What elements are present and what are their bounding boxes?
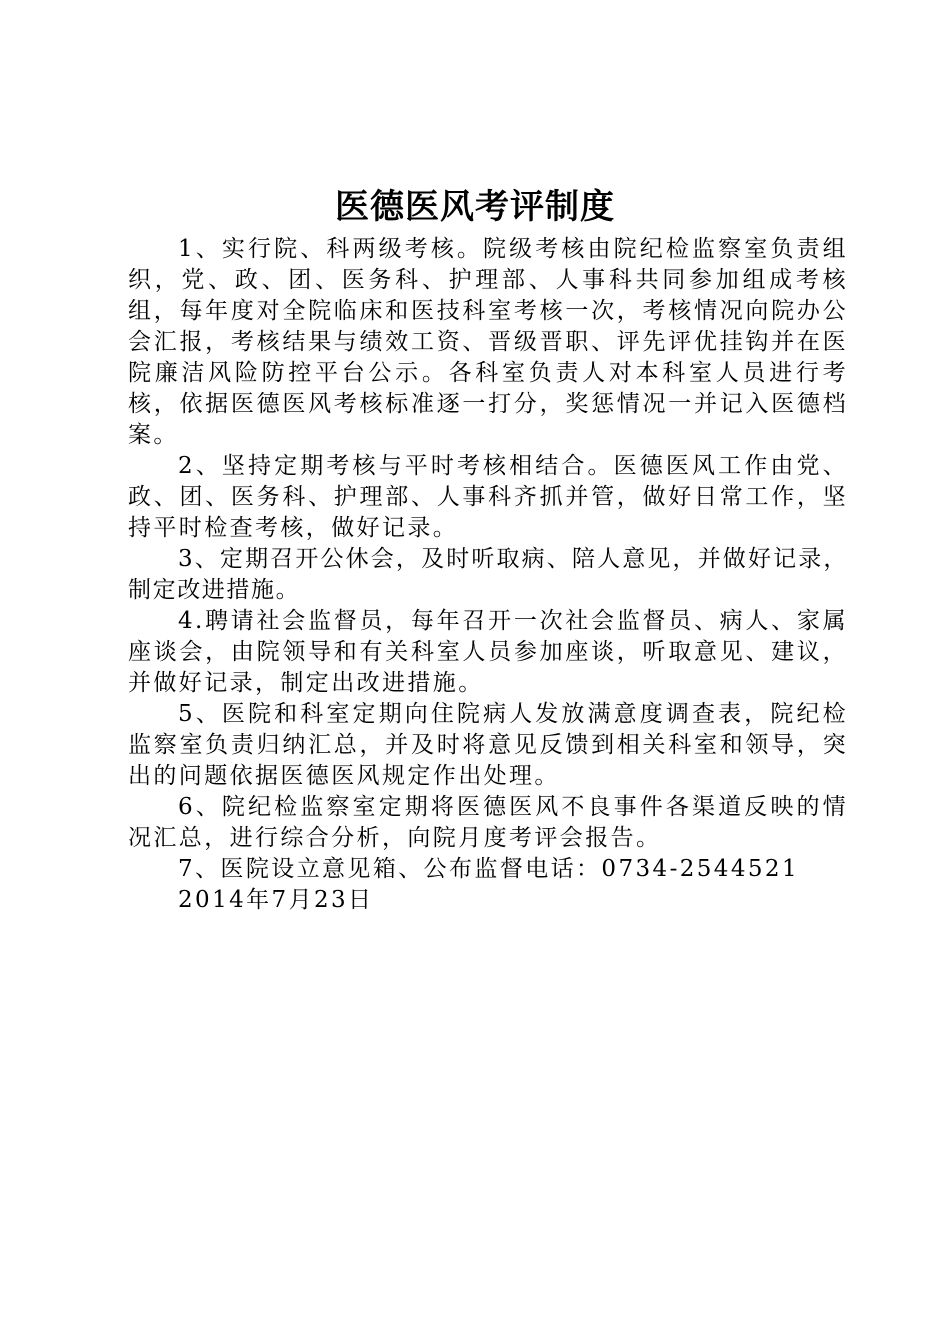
document-body (128, 234, 848, 916)
document-title: 医德医风考评制度 (335, 187, 615, 227)
paragraph-2: 2、坚持定期考核与平时考核相结合。医德医风工作由党、政、团、医务科、护理部、人事科齐抓并管，做好日常工作，坚持平时检查考核，做好记录。 (128, 453, 848, 541)
paragraph-4: 4.聘请社会监督员，每年召开一次社会监督员、病人、家属座谈会，由院领导和有关科室人员参加座谈，听取意见、建议，并做好记录，制定出改进措施。 (128, 608, 848, 696)
paragraph-6: 6、院纪检监察室定期将医德医风不良事件各渠道反映的情况汇总，进行综合分析，向院月度考评会报告。 (128, 794, 848, 851)
paragraph-5: 5、医院和科室定期向住院病人发放满意度调查表，院纪检监察室负责归纳汇总，并及时将意见反馈到相关科室和领导，突出的问题依据医德医风规定作出处理。 (128, 701, 848, 789)
paragraph-1: 1、实行院、科两级考核。院级考核由院纪检监察室负责组织，党、政、团、医务科、护理部、人事科共同参加组成考核组，每年度对全院临床和医技科室考核一次，考核情况向院办公会汇报，考核结果与绩效工资、晋级晋职、评先评优挂钩并在医院廉洁风险防控平台公示。各科室负责人对本科室人员进行考核，依据医德医风考核标准逐一打分，奖惩情况一并记入医德档案。 (128, 236, 848, 448)
paragraph-7: 7、医院设立意见箱、公布监督电话：0734-2544521 (178, 856, 799, 882)
document-date: 2014年7月23日 (178, 887, 374, 913)
paragraph-3: 3、定期召开公休会，及时听取病、陪人意见，并做好记录，制定改进措施。 (128, 546, 848, 603)
